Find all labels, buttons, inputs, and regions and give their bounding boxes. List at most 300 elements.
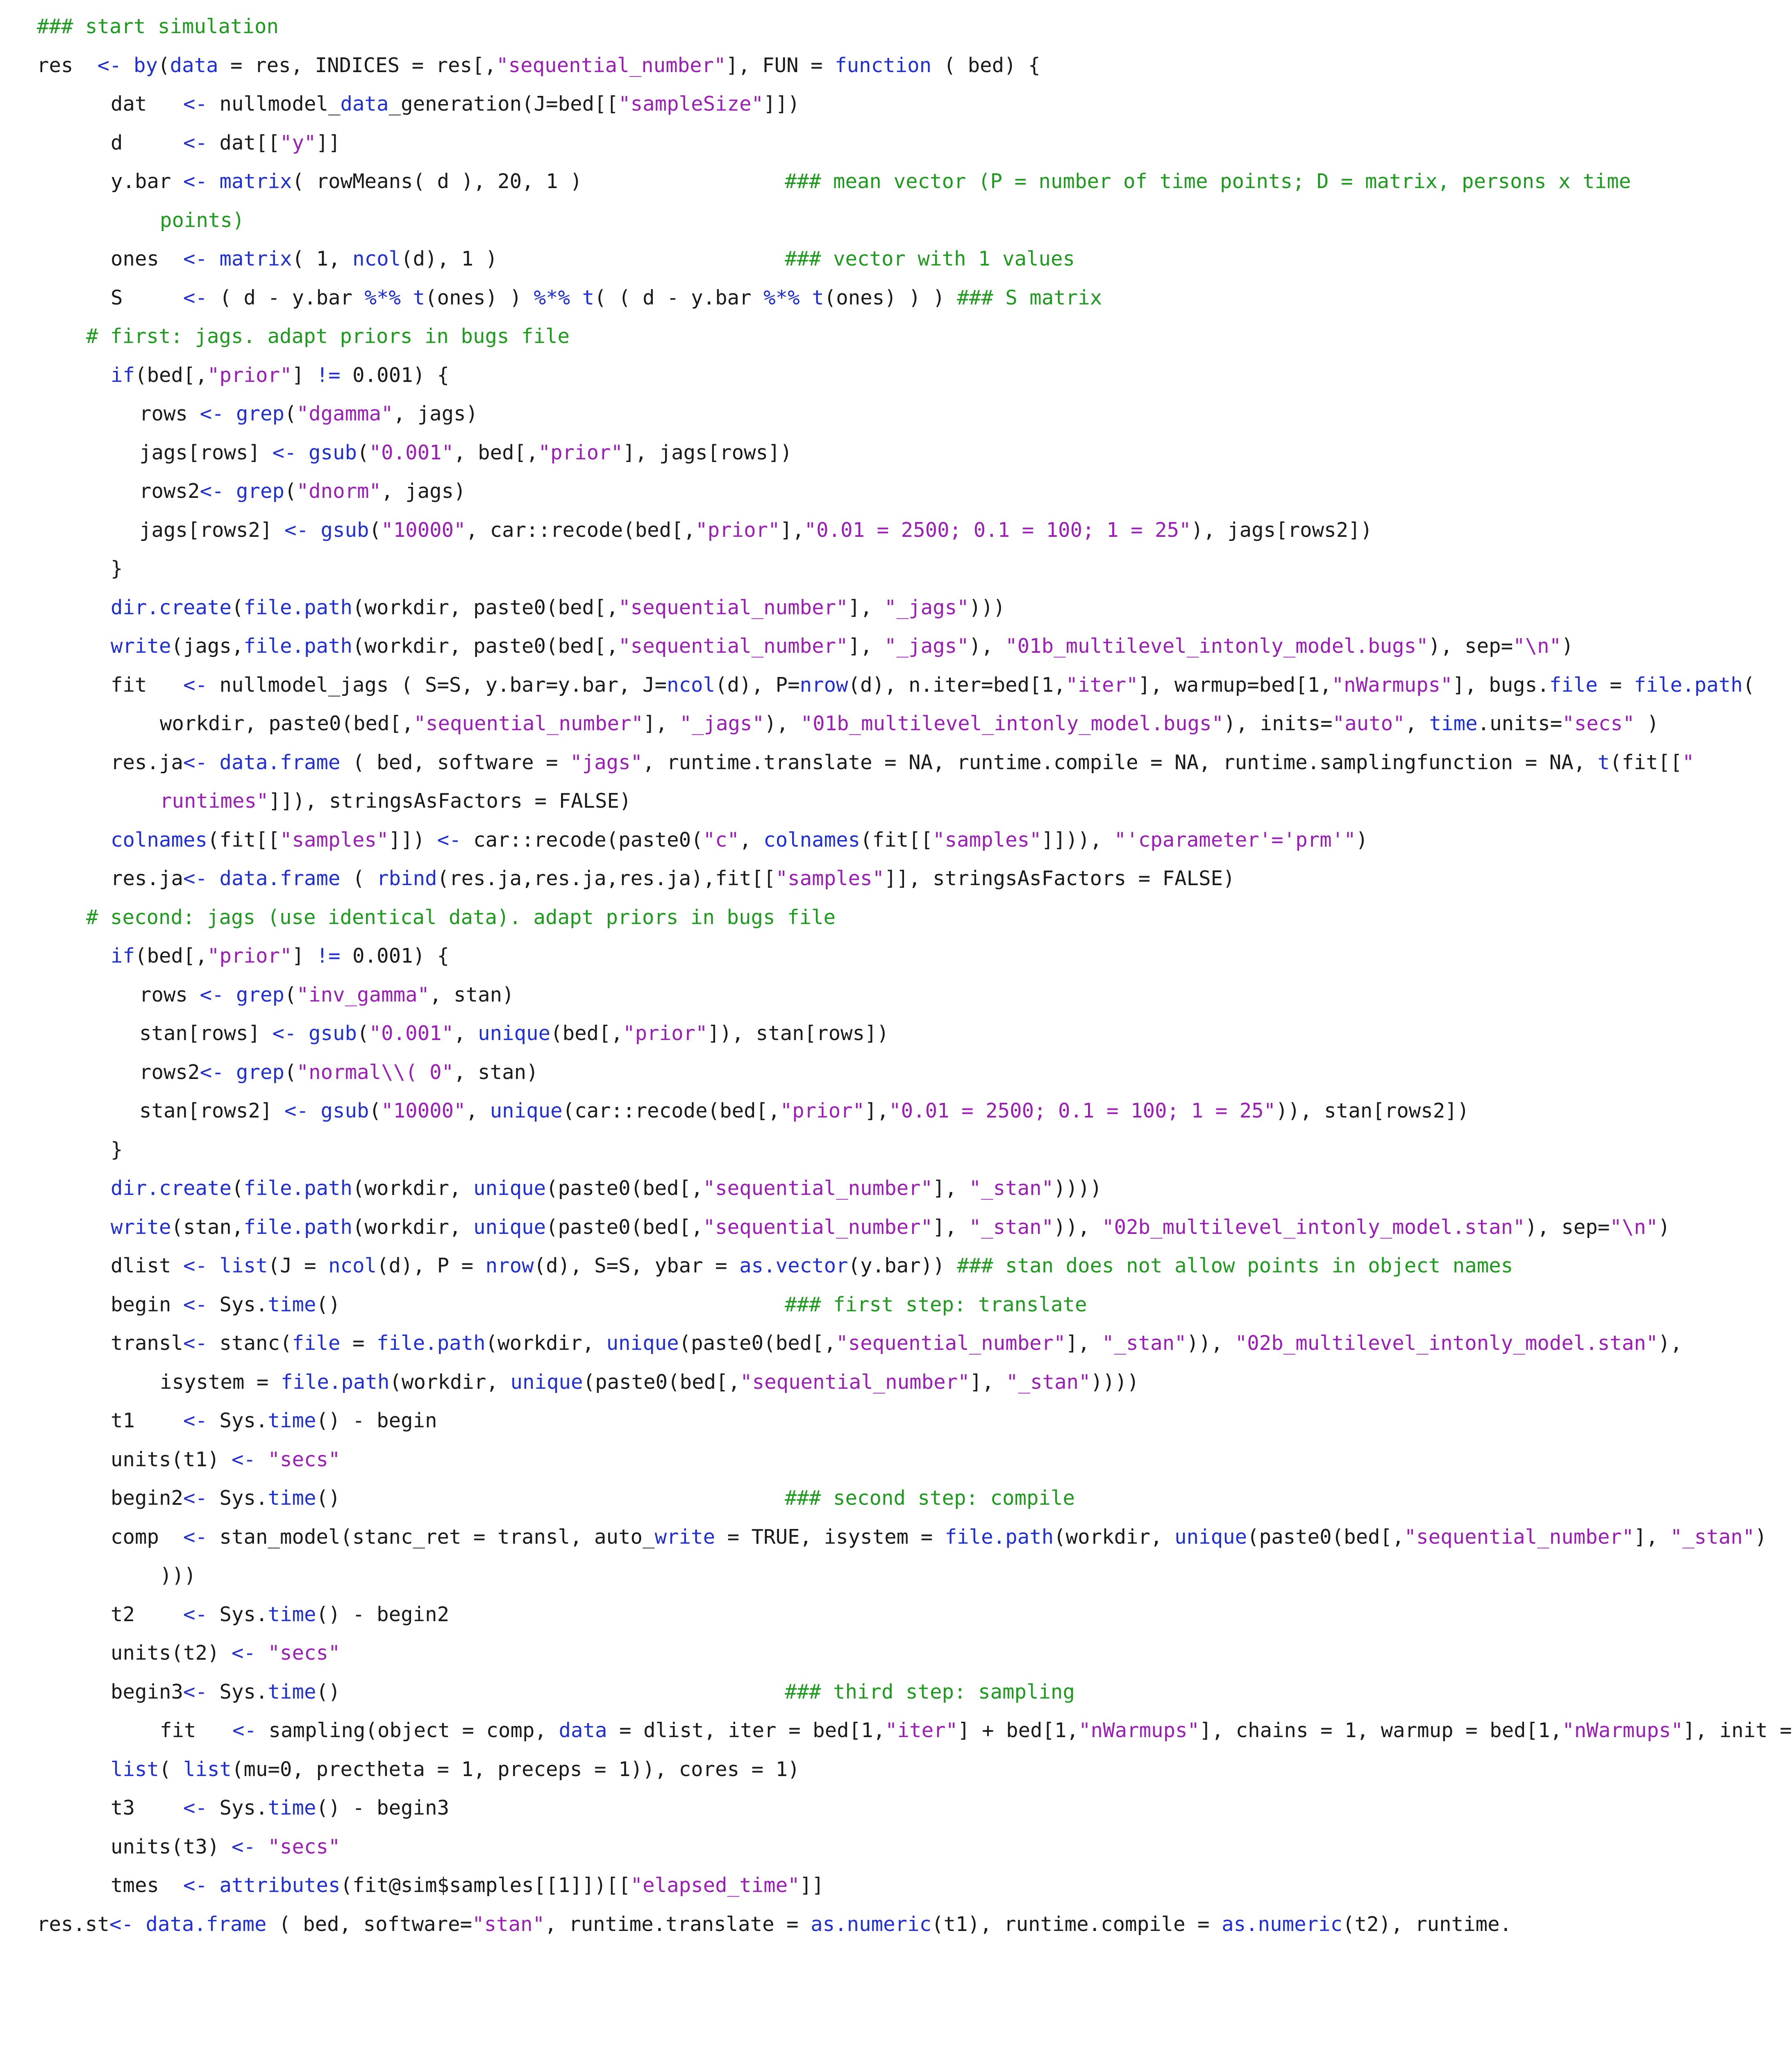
code-string: "\n" [1610,1215,1658,1239]
code-text: ))) [160,1564,196,1587]
code-text: ( 1, [292,247,353,270]
code-text: ] [292,363,316,387]
code-line [111,1523,1767,1552]
code-text: jags[rows] [139,441,273,464]
code-text: dat[[ [207,131,280,154]
code-keyword: file.path [1634,673,1743,697]
code-text: (fit[[ [860,828,933,852]
code-string: "sequential_number" [1404,1525,1634,1549]
code-text: 0.001) { [340,363,450,387]
code-keyword: <- [232,1447,256,1471]
code-line [86,322,570,351]
code-keyword: <- [183,1254,208,1277]
code-text: (workdir, [352,1177,474,1200]
code-text: (d), 1 ) [401,247,498,270]
code-text: ]] [316,131,341,154]
code-text: () [316,1293,341,1316]
code-text [256,1448,268,1471]
code-keyword: <- [183,673,208,697]
code-line [37,51,1040,80]
code-text: ( rowMeans( d ), 20, 1 ) [292,170,582,193]
code-keyword: file.path [243,1215,353,1239]
code-line [111,632,1574,661]
code-line [111,1755,800,1784]
code-text: ], [865,1099,889,1122]
code-string: "prior" [207,944,292,968]
inline-comment: ### first step: translate [785,1293,1087,1316]
code-keyword: unique [473,1215,546,1239]
code-keyword: <- [183,1331,208,1355]
code-comment: ### start simulation [37,15,279,38]
code-text: units(t1) [111,1447,232,1471]
code-text: _generation(J=bed[[ [388,92,619,116]
code-text: fit [111,673,184,697]
code-line [139,1019,889,1048]
code-text: = dlist, iter = bed[1, [607,1719,886,1742]
code-keyword: unique [490,1099,563,1122]
code-keyword: <- [97,53,122,77]
code-text: ]]), stringsAsFactors = FALSE) [268,789,631,813]
code-keyword: gsub [309,1022,357,1045]
code-line [111,129,341,157]
code-text: (car::recode(bed[, [562,1099,780,1122]
code-text: )))) [1090,1370,1139,1394]
code-text: ], [933,1215,969,1239]
code-string: "secs" [268,1835,341,1858]
code-string: "prior" [623,1022,708,1045]
code-text [207,751,220,774]
code-text: (bed[, [135,944,208,968]
code-keyword: unique [478,1022,551,1045]
code-keyword: time [268,1680,316,1704]
code-text: workdir, paste0(bed[, [160,712,414,735]
code-text: isystem = [160,1370,281,1394]
code-string: "iter" [885,1719,958,1742]
code-text: S [111,286,184,309]
code-keyword: ncol [328,1254,377,1277]
code-text: ], chains = 1, warmup = bed[1, [1199,1719,1563,1742]
code-keyword: list [183,1757,232,1781]
code-text: (workdir, [389,1370,511,1394]
code-text: (d), S=S, ybar = [534,1254,740,1277]
code-text: ), [1658,1331,1683,1355]
code-string: "_jags" [884,595,969,619]
code-keyword: by [134,53,158,77]
code-string: "01b_multilevel_intonly_model.bugs" [800,712,1224,735]
code-text: rows [139,983,200,1006]
code-text: } [111,557,123,580]
code-text: ] [292,944,316,968]
code-keyword: <- [109,1912,134,1936]
code-text: (d), n.iter=bed[1, [848,673,1066,697]
code-line [111,1136,123,1164]
code-text: ) [1755,1525,1767,1549]
code-keyword: data [170,53,218,77]
code-string: "inv_gamma" [296,983,430,1006]
code-text: Sys. [207,1796,268,1820]
code-keyword: gsub [309,441,357,464]
code-text: rows [139,402,200,425]
code-comment: points) [160,208,245,232]
code-keyword: gsub [320,518,369,542]
code-string: "secs" [268,1641,341,1665]
code-string: "_stan" [1102,1331,1187,1355]
code-keyword: unique [1174,1525,1247,1549]
code-text: res.st [37,1912,110,1936]
code-text: Sys. [207,1486,268,1510]
code-line [111,1639,341,1667]
code-keyword: <- [183,131,208,154]
code-text [800,286,812,309]
code-line [111,942,449,970]
code-keyword: file.path [281,1370,390,1394]
code-text [224,479,236,503]
code-text: ) [1635,712,1659,735]
code-text: () - begin [316,1409,437,1432]
code-keyword: as.vector [739,1254,848,1277]
code-comment: # second: jags (use identical data). adapt priors in bugs file [86,905,836,929]
code-line [160,1368,1139,1397]
code-keyword: as.numeric [811,1912,932,1936]
code-string: "stan" [472,1912,545,1936]
code-keyword: ncol [667,673,715,697]
code-keyword: <- [200,983,224,1006]
code-text: car::recode(paste0( [461,828,703,852]
code-text: (paste0(bed[, [546,1215,703,1239]
code-text [297,1022,309,1045]
code-text: ]] [799,1874,824,1897]
code-line [111,554,123,583]
inline-comment: ### vector with 1 values [785,247,1075,270]
code-text: ), [764,712,801,735]
code-text [207,170,220,193]
code-string: "nWarmups" [1079,1719,1200,1742]
code-text: res.ja [111,750,184,774]
code-text: res.ja [111,867,184,890]
code-keyword: <- [183,1874,208,1897]
code-text: ], [1065,1331,1102,1355]
code-keyword: %*% [364,286,401,309]
code-text: = res, INDICES = res[, [218,53,497,77]
code-keyword: list [111,1757,159,1781]
code-keyword: <- [200,1060,224,1084]
code-text: () - begin2 [316,1602,450,1626]
code-text: ( [1742,673,1755,697]
code-text: ), sep= [1525,1215,1610,1239]
code-text: (fit[[ [207,828,280,852]
code-text: (t2), runtime. [1342,1912,1512,1936]
code-string: "nWarmups" [1562,1719,1683,1742]
code-text: = [1597,673,1634,697]
code-text [224,402,236,425]
code-text: (paste0(bed[, [1247,1525,1404,1549]
code-string: "sequential_number" [496,53,726,77]
code-line [111,284,1102,312]
code-text [570,286,582,309]
code-keyword: <- [183,1409,208,1432]
code-string: "'cparameter'='prm'" [1114,828,1356,852]
code-keyword: data [559,1719,607,1742]
code-text: ( [284,1060,297,1084]
code-text: ), jags[rows2]) [1191,518,1373,542]
code-keyword: %*% [534,286,570,309]
code-string: "sequential_number" [703,1215,933,1239]
code-keyword: <- [272,1022,297,1045]
code-text: (res.ja,res.ja,res.ja),fit[[ [437,867,776,890]
code-text: (jags, [171,634,244,658]
code-text: ) [1658,1215,1670,1239]
code-text: (workdir, [352,1215,474,1239]
code-text: (J = [268,1254,329,1277]
code-string: "sequential_number" [740,1370,970,1394]
code-keyword: <- [183,1293,208,1316]
code-text: ( [357,1022,369,1045]
code-line [111,1213,1670,1242]
code-text: ], FUN = [726,53,835,77]
code-text: = TRUE, isystem = [715,1525,945,1549]
code-string: "_stan" [969,1177,1054,1200]
code-text: ], init = [1683,1719,1792,1742]
code-keyword: <- [272,441,297,464]
code-text: = [340,1331,377,1355]
code-line [111,593,1005,622]
code-listing [37,12,1792,2049]
code-text: ], jags[rows]) [623,441,793,464]
code-text: dat [111,92,184,116]
code-text: fit [160,1719,233,1742]
code-text: stan_model(stanc_ret = transl, auto_ [207,1525,655,1549]
code-line [111,1678,341,1706]
code-text: )), [1186,1331,1235,1355]
code-keyword: file.path [243,634,353,658]
code-keyword: <- [183,247,208,270]
code-text: res [37,53,98,77]
code-line [160,709,1659,738]
code-text: dlist [111,1254,184,1277]
code-text: , jags) [381,479,466,503]
code-line [160,1561,196,1590]
code-keyword: <- [183,1602,208,1626]
code-keyword: <- [284,1099,309,1122]
code-text [401,286,413,309]
code-text: tmes [111,1874,184,1897]
code-line [139,1058,538,1087]
code-keyword: t [413,286,425,309]
code-keyword: <- [183,92,208,116]
code-keyword: <- [183,867,208,890]
code-string: "y" [280,131,316,154]
code-text: , runtime.translate = [545,1912,811,1936]
code-text: ), sep= [1428,634,1513,658]
code-keyword: time [268,1602,316,1626]
code-text: , stan) [454,1060,538,1084]
code-keyword: time [268,1796,316,1820]
code-text: (workdir, [485,1331,606,1355]
code-text: (paste0(bed[, [679,1331,836,1355]
code-text [256,1641,268,1665]
code-text: t2 [111,1602,184,1626]
code-string: "sequential_number" [413,712,644,735]
code-keyword: time [268,1293,316,1316]
code-keyword: write [111,634,171,658]
code-text: 0.001) { [340,944,450,968]
code-text: ] + bed[1, [958,1719,1079,1742]
code-text: ( bed) { [931,53,1040,77]
code-text: ( [357,441,369,464]
code-text: () [316,1680,341,1704]
code-text: units(t2) [111,1641,232,1665]
code-keyword: <- [232,1719,257,1742]
inline-comment: ### third step: sampling [785,1680,1075,1704]
code-text: (bed[, [550,1022,623,1045]
code-keyword: data [340,92,389,116]
code-string: "prior" [780,1099,865,1122]
code-keyword: <- [183,1796,208,1820]
code-text: , bed[, [454,441,538,464]
code-keyword: write [111,1215,171,1239]
code-text: , [739,828,764,852]
code-string: "10000" [381,1099,466,1122]
code-keyword: if [111,363,135,387]
code-text: (d), P = [377,1254,486,1277]
code-string: "samples" [933,828,1042,852]
code-keyword: grep [236,479,285,503]
code-text: () - begin3 [316,1796,450,1820]
code-line [111,167,582,196]
code-text: } [111,1138,123,1161]
code-text [207,1874,220,1897]
code-comment: # first: jags. adapt priors in bugs file [86,325,570,348]
code-text: ( [369,1099,382,1122]
code-keyword: ncol [352,247,401,270]
code-line [111,1252,1513,1280]
code-text: nullmodel_jags ( S=S, y.bar=y.bar, J= [207,673,667,697]
code-keyword: matrix [219,247,292,270]
code-line [111,671,1755,700]
code-string: "sequential_number" [836,1331,1066,1355]
code-line [37,12,279,41]
code-text: )), stan[rows2]) [1276,1099,1469,1122]
code-text: ], [970,1370,1006,1394]
code-text: ), [969,634,1006,658]
code-text: (paste0(bed[, [583,1370,740,1394]
code-text: , runtime.translate = NA, runtime.compile = NA, runtime.samplingfunction = NA, [643,750,1598,774]
code-text [207,1254,220,1277]
code-text: ], [643,712,680,735]
code-text: nullmodel_ [207,92,341,116]
code-text: ( [159,1757,184,1781]
code-keyword: if [111,944,135,968]
code-text: ), inits= [1224,712,1333,735]
code-keyword: time [268,1409,316,1432]
code-text [207,867,220,890]
code-keyword: attributes [219,1874,341,1897]
code-text: ], [780,518,804,542]
code-line [111,1329,1682,1358]
code-keyword: nrow [799,673,848,697]
code-keyword: colnames [763,828,861,852]
code-keyword: gsub [320,1099,369,1122]
code-text: ], warmup=bed[1, [1138,673,1332,697]
code-keyword: <- [437,828,461,852]
code-keyword: <- [183,170,208,193]
code-keyword: != [316,363,341,387]
code-line [111,826,1368,854]
code-line [37,1910,1512,1939]
code-keyword: file [1549,673,1598,697]
code-line [111,1290,341,1319]
code-text: (fit[[ [1610,750,1683,774]
code-string: "02b_multilevel_intonly_model.stan" [1102,1215,1525,1239]
code-text: (ones) ) [425,286,534,309]
code-string: "_stan" [969,1215,1054,1239]
code-string: "prior" [207,363,292,387]
code-line [111,1445,341,1474]
code-text: ]], stringsAsFactors = FALSE) [884,867,1235,890]
code-keyword: file.path [945,1525,1054,1549]
code-line [111,1833,341,1861]
code-text [309,518,321,542]
code-text: ( [284,479,297,503]
code-text: ]]) [388,828,437,852]
code-keyword: as.numeric [1222,1912,1343,1936]
code-line [139,1097,1469,1125]
code-keyword: <- [183,750,208,774]
code-text: stan[rows2] [139,1099,285,1122]
code-line [139,438,792,467]
code-text: units(t3) [111,1835,232,1858]
code-string: "0.01 = 2500; 0.1 = 100; 1 = 25" [889,1099,1276,1122]
code-string: " [1682,750,1694,774]
code-keyword: nrow [485,1254,534,1277]
code-text: (fit@sim$samples[[1]])[[ [340,1874,631,1897]
code-string: "0.01 = 2500; 0.1 = 100; 1 = 25" [804,518,1191,542]
code-string: "prior" [695,518,780,542]
code-text: begin2 [111,1486,184,1510]
code-text: ( d - y.bar [207,286,365,309]
code-text: d [111,131,184,154]
code-text: (mu=0, prectheta = 1, preceps = 1)), cores = 1) [232,1757,800,1781]
inline-comment: ### mean vector (P = number of time points; D = matrix, persons x time [785,170,1631,193]
code-text: , [454,1022,478,1045]
code-text: , [1405,712,1429,735]
inline-comment: ### second step: compile [785,1486,1075,1510]
code-line [111,90,800,118]
code-string: "secs" [268,1447,341,1471]
code-text: ( ( d - y.bar [594,286,764,309]
code-string: "_stan" [1670,1525,1755,1549]
code-text: stan[rows] [139,1022,273,1045]
code-text: Sys. [207,1602,268,1626]
code-text: ( [340,867,377,890]
code-line [111,1794,449,1822]
code-line [111,1600,449,1629]
code-text [207,247,220,270]
code-text: (t1), runtime.compile = [931,1912,1222,1936]
code-keyword: <- [284,518,309,542]
code-line [111,245,497,273]
code-string: "elapsed_time" [630,1874,800,1897]
code-text: rows2 [139,1060,200,1084]
code-string: "0.001" [369,441,454,464]
code-string: "secs" [1562,712,1635,735]
code-string: "\n" [1513,634,1562,658]
code-text: ]), stan[rows]) [707,1022,889,1045]
code-line [139,400,478,428]
code-text: ], [1634,1525,1670,1549]
code-keyword: dir.create [111,595,232,619]
code-string: "dgamma" [296,402,393,425]
